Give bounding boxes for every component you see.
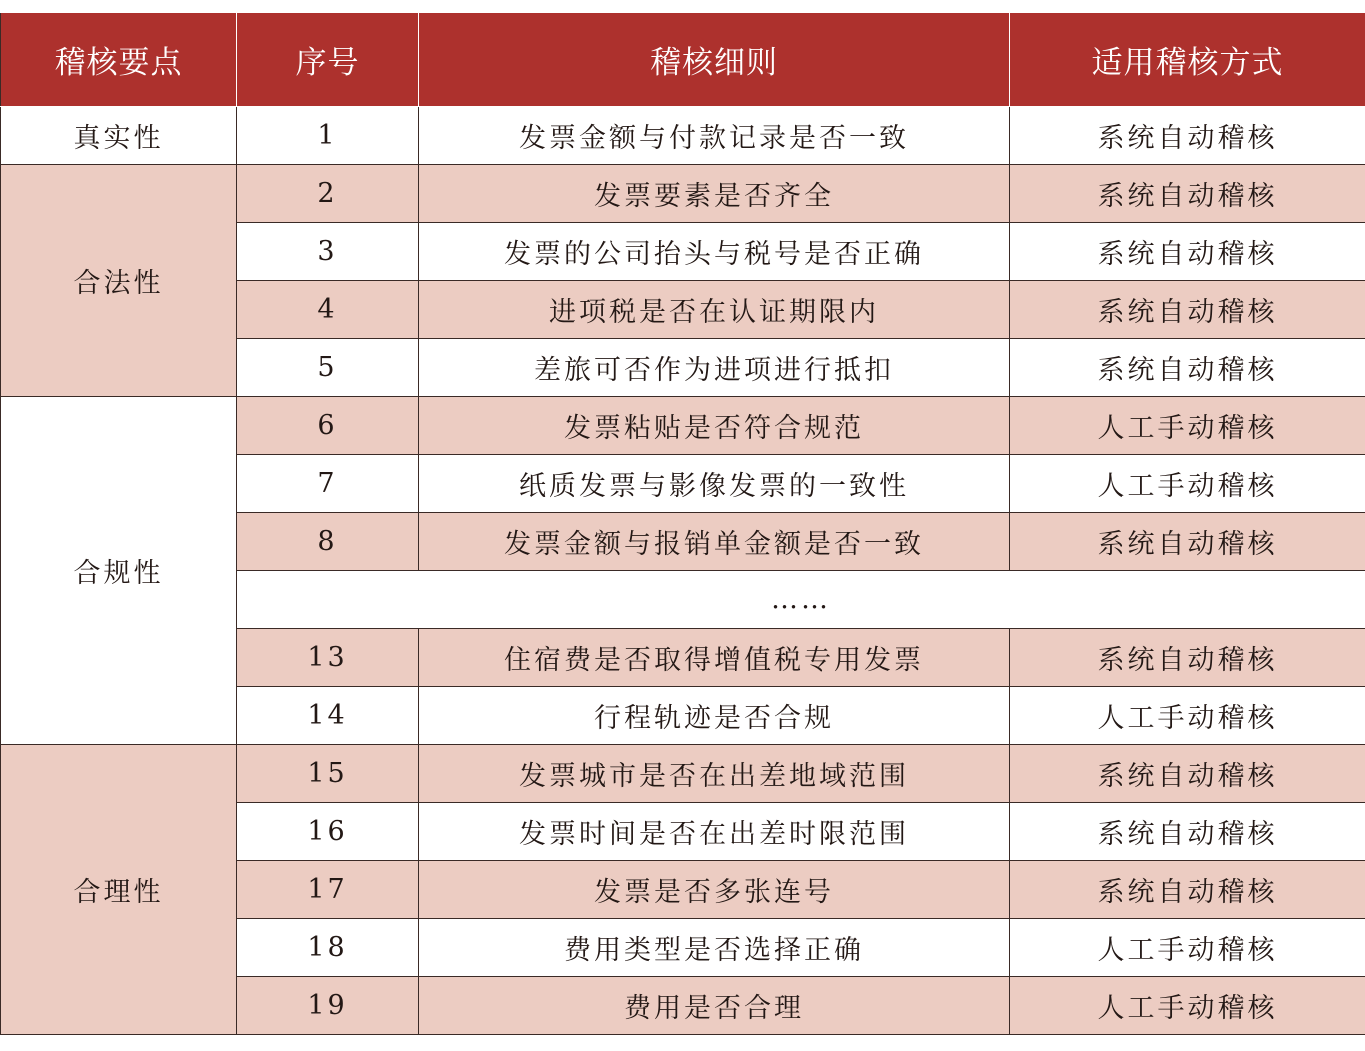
row-rule: 发票时间是否在出差时限范围	[419, 803, 1010, 861]
audit-rules-table	[0, 12, 1365, 1035]
row-method: 系统自动稽核	[1010, 513, 1365, 571]
row-seq: 16	[237, 803, 419, 861]
row-rule: 发票金额与报销单金额是否一致	[419, 513, 1010, 571]
row-seq: 4	[237, 281, 419, 339]
row-method: 人工手动稽核	[1010, 687, 1365, 745]
table-header-row	[1, 13, 1365, 107]
row-rule: 纸质发票与影像发票的一致性	[419, 455, 1010, 513]
row-method: 系统自动稽核	[1010, 281, 1365, 339]
row-method: 系统自动稽核	[1010, 861, 1365, 919]
row-rule: 费用是否合理	[419, 977, 1010, 1035]
row-method: 系统自动稽核	[1010, 803, 1365, 861]
table-row	[1, 165, 1365, 223]
header-key-point: 稽核要点	[1, 13, 237, 107]
row-seq: 18	[237, 919, 419, 977]
row-rule: 差旅可否作为进项进行抵扣	[419, 339, 1010, 397]
row-method: 系统自动稽核	[1010, 745, 1365, 803]
row-method: 系统自动稽核	[1010, 107, 1365, 165]
row-method: 人工手动稽核	[1010, 397, 1365, 455]
group-legality: 合法性	[1, 165, 237, 397]
row-seq: 19	[237, 977, 419, 1035]
row-rule: 发票要素是否齐全	[419, 165, 1010, 223]
table-row	[1, 745, 1365, 803]
row-seq: 13	[237, 629, 419, 687]
row-rule: 发票粘贴是否符合规范	[419, 397, 1010, 455]
header-seq: 序号	[237, 13, 419, 107]
group-authenticity: 真实性	[1, 107, 237, 165]
row-method: 系统自动稽核	[1010, 629, 1365, 687]
row-method: 系统自动稽核	[1010, 165, 1365, 223]
header-rule: 稽核细则	[419, 13, 1010, 107]
clipped-caption-remnant	[0, 0, 1365, 12]
row-rule: 发票是否多张连号	[419, 861, 1010, 919]
row-seq: 2	[237, 165, 419, 223]
group-compliance: 合规性	[1, 397, 237, 745]
row-seq: 17	[237, 861, 419, 919]
header-method: 适用稽核方式	[1010, 13, 1365, 107]
row-seq: 15	[237, 745, 419, 803]
row-method: 系统自动稽核	[1010, 223, 1365, 281]
row-rule: 住宿费是否取得增值税专用发票	[419, 629, 1010, 687]
table-row	[1, 107, 1365, 165]
row-method: 人工手动稽核	[1010, 919, 1365, 977]
row-seq: 7	[237, 455, 419, 513]
row-rule: 进项税是否在认证期限内	[419, 281, 1010, 339]
row-method: 人工手动稽核	[1010, 455, 1365, 513]
row-seq: 5	[237, 339, 419, 397]
row-seq: 3	[237, 223, 419, 281]
row-seq: 6	[237, 397, 419, 455]
row-method: 人工手动稽核	[1010, 977, 1365, 1035]
ellipsis-cell: ……	[237, 571, 1365, 629]
row-rule: 行程轨迹是否合规	[419, 687, 1010, 745]
row-rule: 发票的公司抬头与税号是否正确	[419, 223, 1010, 281]
row-method: 系统自动稽核	[1010, 339, 1365, 397]
table-row	[1, 397, 1365, 455]
row-seq: 1	[237, 107, 419, 165]
row-rule: 发票城市是否在出差地域范围	[419, 745, 1010, 803]
row-rule: 费用类型是否选择正确	[419, 919, 1010, 977]
group-rationality: 合理性	[1, 745, 237, 1035]
row-seq: 14	[237, 687, 419, 745]
row-rule: 发票金额与付款记录是否一致	[419, 107, 1010, 165]
row-seq: 8	[237, 513, 419, 571]
